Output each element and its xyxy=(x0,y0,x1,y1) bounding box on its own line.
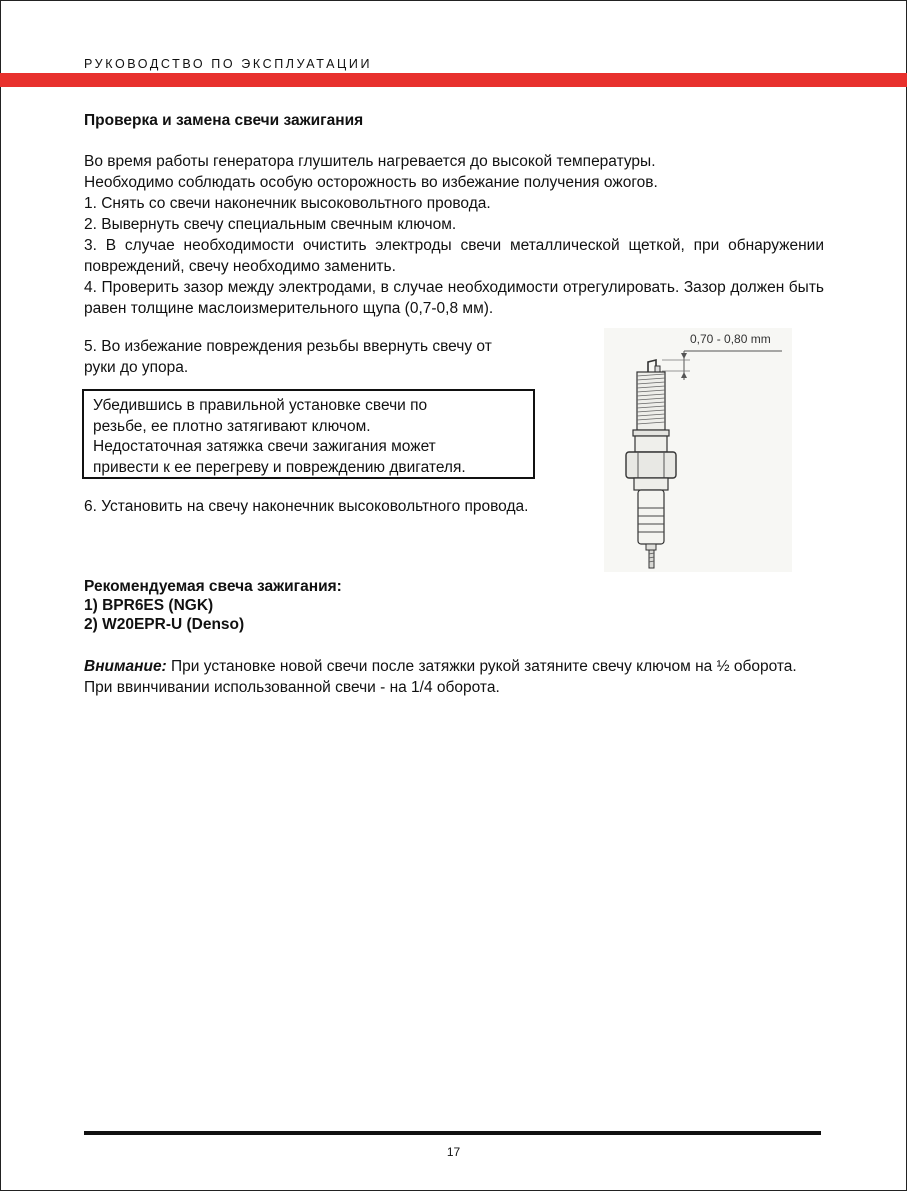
recommended-item: 2) W20EPR-U (Denso) xyxy=(84,616,245,633)
step-5: 5. Во избежание повреждения резьбы ввернуть свечу от руки до упора. xyxy=(84,338,492,376)
step-1: 1. Снять со свечи наконечник высоковольтного провода. xyxy=(84,195,491,212)
header-title: РУКОВОДСТВО ПО ЭКСПЛУАТАЦИИ xyxy=(84,57,373,71)
spark-plug-figure xyxy=(604,328,792,572)
attention-label: Внимание: xyxy=(84,658,167,675)
step-3: 3. В случае необходимости очистить электроды свечи металлической щеткой, при обнаружении повреждений, свечу необходимо заменить. xyxy=(84,237,824,275)
step-6: 6. Установить на свечу наконечник высоковольтного провода. xyxy=(84,498,529,515)
spark-plug-diagram-icon xyxy=(604,328,792,572)
step-4: 4. Проверить зазор между электродами, в случае необходимости отрегулировать. Зазор должен быть равен толщине маслоизмерительного щупа (0,7-0,8 мм). xyxy=(84,279,824,317)
warning-line: Убедившись в правильной установке свечи по xyxy=(93,397,428,414)
attention-note xyxy=(84,656,824,698)
attention-text: При установке новой свечи после затяжки рукой затяните свечу ключом на ½ оборота. При ввинчивании использованной свечи - на 1/4 оборота. xyxy=(84,658,797,696)
intro-block xyxy=(84,151,824,319)
step-2: 2. Вывернуть свечу специальным свечным ключом. xyxy=(84,216,457,233)
warning-line: Недостаточная затяжка свечи зажигания может xyxy=(93,438,436,455)
footer-rule xyxy=(84,1131,821,1135)
warning-line: привести к ее перегреву и повреждению двигателя. xyxy=(93,458,466,476)
section-heading: Проверка и замена свечи зажигания xyxy=(84,112,364,129)
header-accent-bar xyxy=(0,73,907,87)
recommended-heading: Рекомендуемая свеча зажигания: xyxy=(84,578,342,595)
intro-line: Необходимо соблюдать особую осторожность во избежание получения ожогов. xyxy=(84,174,658,191)
warning-line: резьбе, ее плотно затягивают ключом. xyxy=(93,417,371,435)
warning-box xyxy=(82,389,535,479)
intro-line: Во время работы генератора глушитель нагревается до высокой температуры. xyxy=(84,153,656,170)
gap-dimension-label: 0,70 - 0,80 mm xyxy=(690,332,771,346)
recommended-item: 1) BPR6ES (NGK) xyxy=(84,597,214,614)
page-number: 17 xyxy=(446,1145,461,1159)
